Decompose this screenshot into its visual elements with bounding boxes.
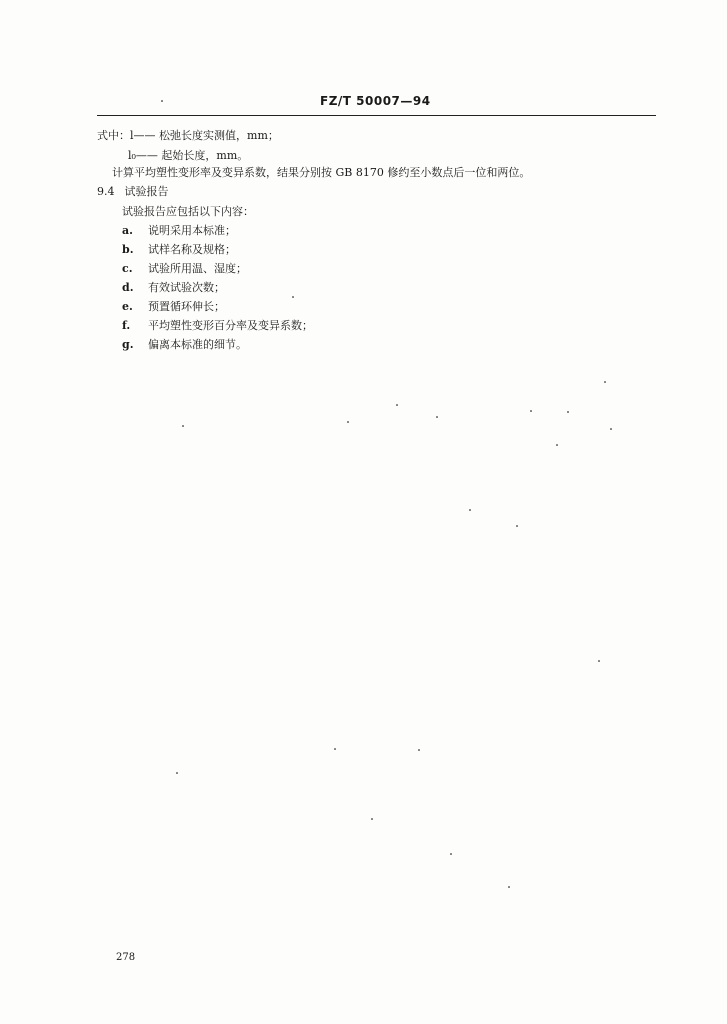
section-title: 试验报告	[124, 185, 169, 198]
scan-speck	[347, 421, 349, 423]
scan-speck	[450, 853, 452, 855]
scan-speck	[161, 100, 163, 102]
scan-speck	[567, 411, 569, 413]
list-marker: a.	[122, 224, 133, 237]
list-marker: d.	[122, 281, 134, 294]
list-item	[122, 281, 225, 295]
section-number: 9.4	[97, 185, 115, 198]
list-item	[122, 319, 313, 333]
formula-variable-l: 式中：l—— 松弛长度实测值，mm；	[97, 129, 279, 142]
list-item	[122, 338, 247, 352]
scan-speck	[516, 525, 518, 527]
scan-speck	[598, 660, 600, 662]
scan-speck	[530, 410, 532, 412]
list-marker: g.	[122, 338, 134, 351]
list-text: 预置循环伸长；	[148, 300, 225, 313]
list-text: 偏离本标准的细节。	[148, 338, 247, 351]
formula-variable-l0: l₀—— 起始长度，mm。	[128, 149, 249, 162]
scan-speck	[469, 509, 471, 511]
scan-speck	[610, 428, 612, 430]
page-number: 278	[116, 952, 136, 963]
list-item	[122, 243, 236, 257]
scan-speck	[176, 772, 178, 774]
list-text: 说明采用本标准；	[148, 224, 236, 237]
scan-speck	[371, 818, 373, 820]
scan-speck	[436, 416, 438, 418]
calculation-note: 计算平均塑性变形率及变异系数，结果分别按 GB 8170 修约至小数点后一位和两位。	[112, 166, 531, 179]
header-rule	[97, 115, 656, 116]
list-text: 平均塑性变形百分率及变异系数；	[148, 319, 313, 332]
scan-speck	[508, 886, 510, 888]
list-text: 试验所用温、湿度；	[148, 262, 247, 275]
scan-speck	[292, 296, 294, 298]
section-heading	[97, 185, 169, 199]
list-item	[122, 224, 236, 238]
list-text: 有效试验次数；	[148, 281, 225, 294]
standard-code-header: FZ/T 50007—94	[320, 94, 431, 108]
scan-speck	[396, 404, 398, 406]
list-marker: b.	[122, 243, 134, 256]
list-text: 试样名称及规格；	[148, 243, 236, 256]
scan-speck	[334, 748, 336, 750]
list-item	[122, 262, 247, 276]
list-marker: c.	[122, 262, 133, 275]
scan-speck	[182, 425, 184, 427]
scan-speck	[604, 381, 606, 383]
report-intro: 试验报告应包括以下内容：	[122, 205, 254, 218]
list-item	[122, 300, 225, 314]
scan-speck	[556, 444, 558, 446]
list-marker: f.	[122, 319, 131, 332]
scan-speck	[418, 749, 420, 751]
list-marker: e.	[122, 300, 133, 313]
